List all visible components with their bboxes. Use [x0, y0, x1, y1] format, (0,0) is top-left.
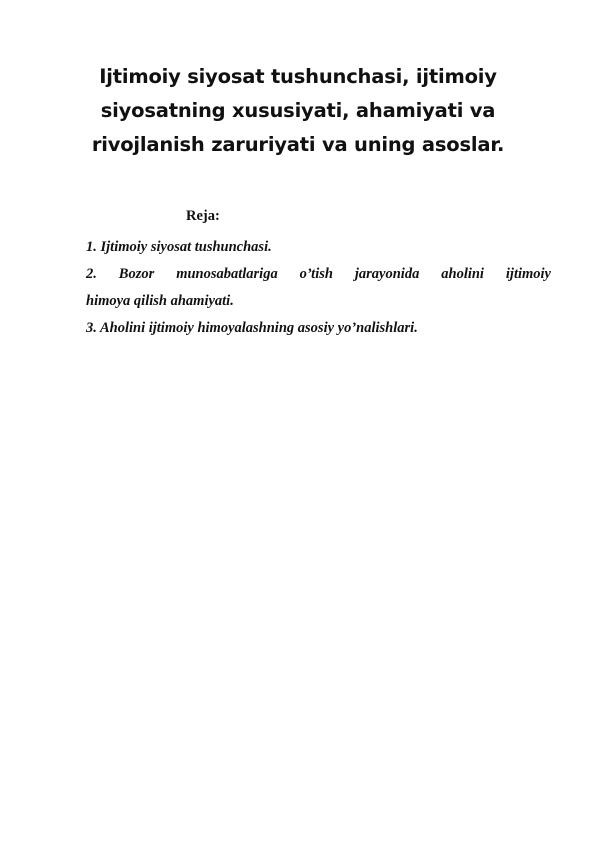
- plan-item-2-word: jarayonida: [354, 266, 420, 282]
- plan-item-2-word: ijtimoiy: [505, 266, 551, 282]
- plan-item-1: 1. Ijtimoiy siyosat tushunchasi.: [86, 239, 272, 255]
- plan-item-2-word: aholini: [441, 266, 484, 282]
- plan-item-2-line-1: [86, 261, 551, 288]
- plan-item-2-word: 2.: [86, 266, 97, 282]
- plan-item-2-word: o’tish: [299, 266, 333, 282]
- document-title: [60, 60, 536, 162]
- title-line-3: rivojlanish zaruriyati va uning asoslar.: [91, 133, 505, 156]
- plan-item-2-word: Bozor: [118, 266, 155, 282]
- title-line-2: siyosatning xususiyati, ahamiyati va: [100, 99, 496, 122]
- plan-item-3: 3. Aholini ijtimoiy himoyalashning asosiy yo’nalishlari.: [86, 320, 418, 336]
- plan-item-2-line-2: himoya qilish ahamiyati.: [86, 293, 234, 309]
- plan-heading: Reja:: [186, 208, 220, 224]
- plan-list: [86, 234, 551, 342]
- plan-item-2-word: munosabatlariga: [176, 266, 278, 282]
- title-line-1: Ijtimoiy siyosat tushunchasi, ijtimoiy: [99, 65, 497, 88]
